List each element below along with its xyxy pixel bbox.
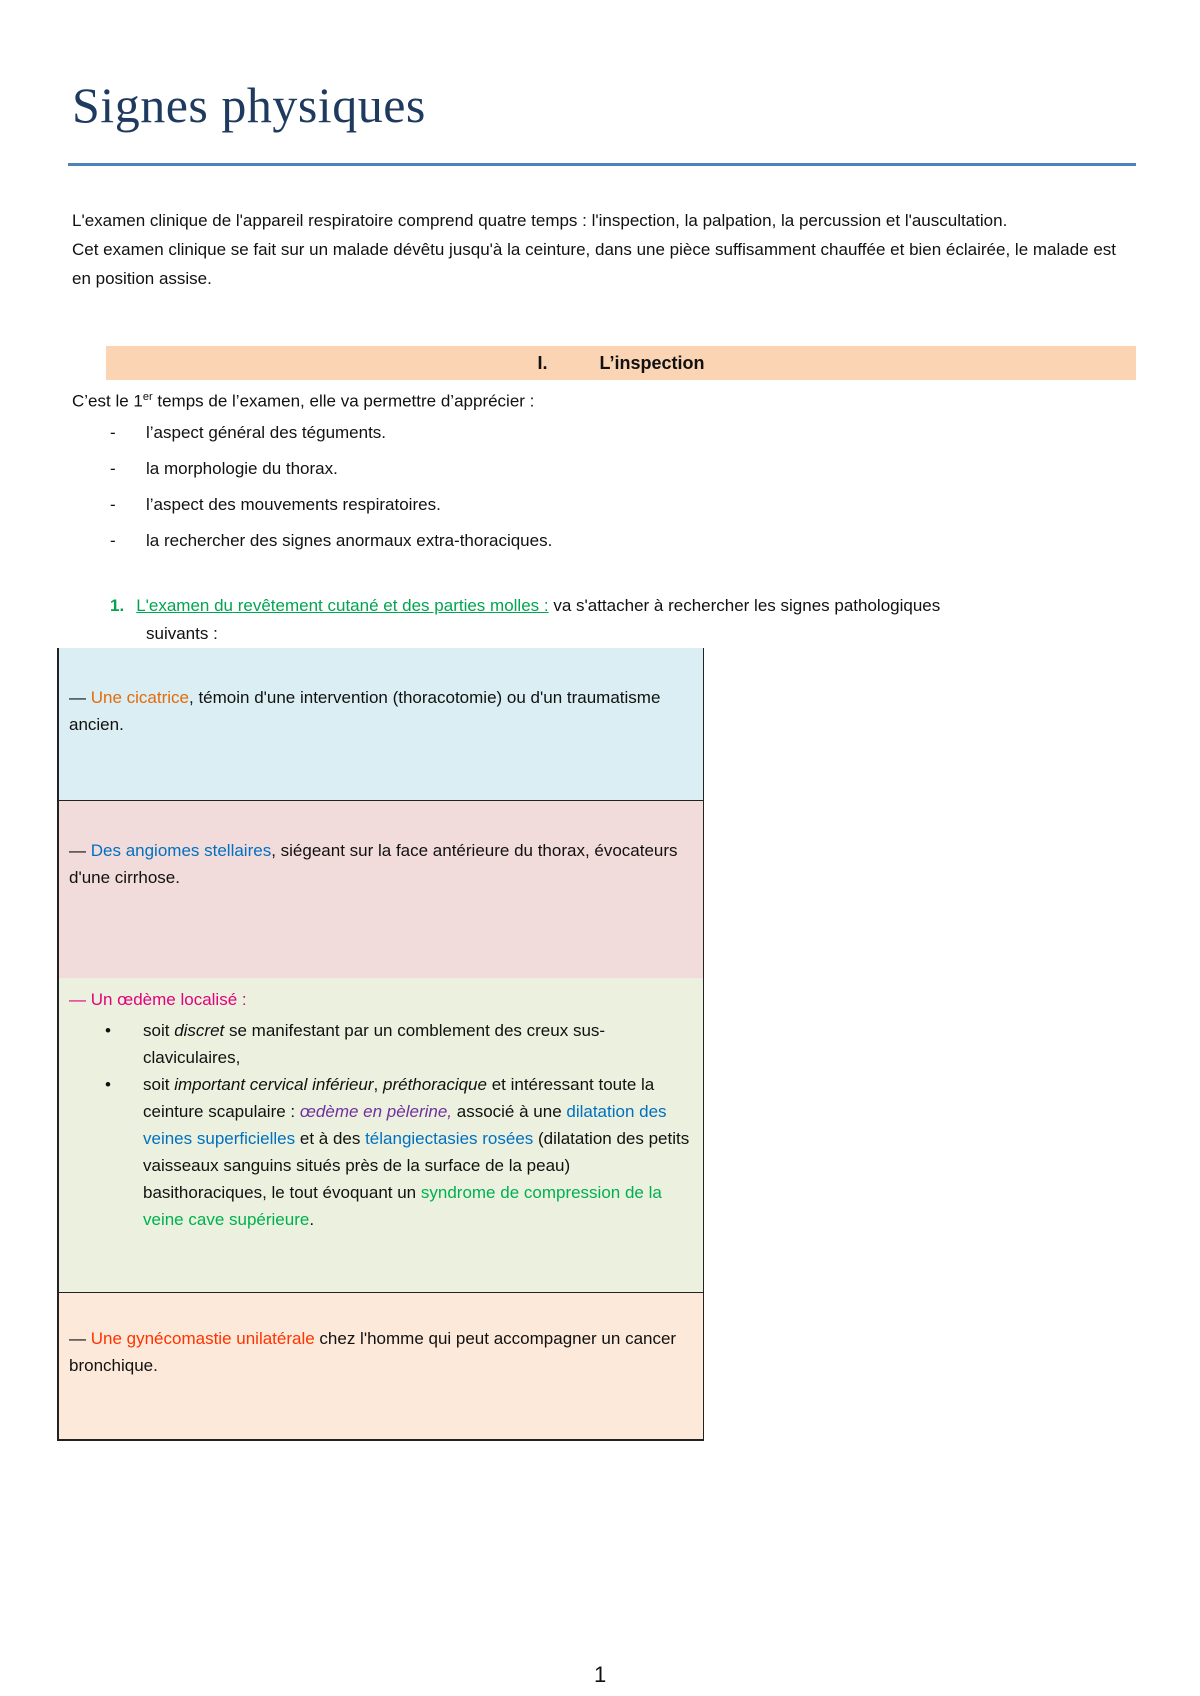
lead-after: temps de l’examen, elle va permettre d’apprécier :	[152, 391, 535, 411]
lead-before: C’est le 1	[72, 391, 143, 411]
bullet-text	[143, 1017, 693, 1071]
text-italic: important cervical inférieur	[174, 1075, 374, 1094]
sign-box-oedeme	[57, 978, 704, 1293]
numbered-item-1	[110, 592, 1140, 648]
text-run: soit	[143, 1075, 175, 1094]
item-text-continued: suivants :	[146, 624, 218, 643]
lead-sentence	[72, 384, 534, 415]
dash-marker: -	[110, 459, 116, 478]
text-run: et à des	[295, 1129, 366, 1148]
text-green: syndrome de compression de la veine cave supérieure	[143, 1183, 662, 1229]
list-item	[110, 528, 552, 564]
bullet-item	[69, 1071, 693, 1233]
page-title: Signes physiques	[72, 77, 426, 133]
section-heading-inspection	[106, 346, 1136, 380]
item-number: 1.	[110, 596, 125, 615]
text-run: et intéressant toute la ceinture scapulaire :	[143, 1075, 655, 1121]
text-run: (dilatation des petits vaisseaux sanguins situés près de la surface de la peau) basithoraciques, le tout évoquant un	[143, 1129, 690, 1202]
oedeme-bullets	[69, 1017, 693, 1233]
dash-marker: -	[110, 531, 116, 550]
dash-marker: -	[110, 423, 116, 442]
text-run: se manifestant par un comblement des creux sus-claviculaires,	[143, 1021, 606, 1067]
box-dash: —	[69, 1329, 91, 1348]
section-label: L’inspection	[599, 352, 705, 373]
bullet-text	[143, 1071, 693, 1233]
text-run: soit	[143, 1021, 175, 1040]
sign-box-cicatrice	[57, 648, 704, 800]
list-item-text: la morphologie du thorax.	[146, 459, 338, 478]
text-run: associé à une	[452, 1102, 567, 1121]
page-number: 1	[594, 1662, 607, 1687]
box-dash: —	[69, 841, 91, 860]
intro-line-2: Cet examen clinique se fait sur un malade dévêtu jusqu'à la ceinture, dans une pièce suffisamment chauffée et bien éclairée, le malade est en position assise.	[72, 240, 1117, 288]
list-item	[110, 456, 552, 492]
item-heading-link: L'examen du revêtement cutané et des parties molles :	[136, 596, 549, 615]
inspection-list	[110, 420, 552, 564]
text-blue: télangiectasies rosées	[365, 1129, 534, 1148]
intro-line-1: L'examen clinique de l'appareil respiratoire comprend quatre temps : l'inspection, la palpation, la percussion et l'auscultation.	[72, 211, 1008, 230]
list-item	[110, 492, 552, 528]
box-dash: —	[69, 688, 91, 707]
list-item	[110, 420, 552, 456]
lead-superscript: er	[142, 391, 153, 403]
box-heading: — Un œdème localisé :	[69, 990, 247, 1009]
text-italic: préthoracique	[383, 1075, 487, 1094]
text-run: .	[309, 1210, 315, 1229]
dash-marker: -	[110, 495, 116, 514]
text-run: ,	[373, 1075, 383, 1094]
bullet-item	[69, 1017, 693, 1071]
sign-box-gynecomastie	[57, 1293, 704, 1441]
box-text: , témoin d'une intervention (thoracotomie) ou d'un traumatisme ancien.	[69, 688, 661, 734]
section-number: I.	[537, 352, 548, 373]
bullet-marker: •	[105, 1075, 111, 1094]
box-text: , siégeant sur la face antérieure du thorax, évocateurs d'une cirrhose.	[69, 841, 678, 887]
bullet-marker: •	[105, 1021, 111, 1040]
title-divider	[68, 163, 1136, 166]
text-purple: œdème en pèlerine,	[299, 1102, 453, 1121]
list-item-text: l’aspect des mouvements respiratoires.	[146, 495, 441, 514]
intro-paragraph	[72, 206, 1132, 293]
box-highlight: Une cicatrice	[90, 688, 189, 707]
box-highlight: Des angiomes stellaires	[90, 841, 272, 860]
box-text: chez l'homme qui peut accompagner un cancer bronchique.	[69, 1329, 677, 1375]
text-italic: discret	[174, 1021, 225, 1040]
text-blue: dilatation des veines superficielles	[143, 1102, 667, 1148]
list-item-text: l’aspect général des téguments.	[146, 423, 387, 442]
item-text: va s'attacher à rechercher les signes pathologiques	[548, 596, 941, 615]
list-item-text: la rechercher des signes anormaux extra-thoraciques.	[146, 531, 553, 550]
box-highlight: Une gynécomastie unilatérale	[90, 1329, 315, 1348]
sign-box-angiomes	[57, 800, 704, 978]
